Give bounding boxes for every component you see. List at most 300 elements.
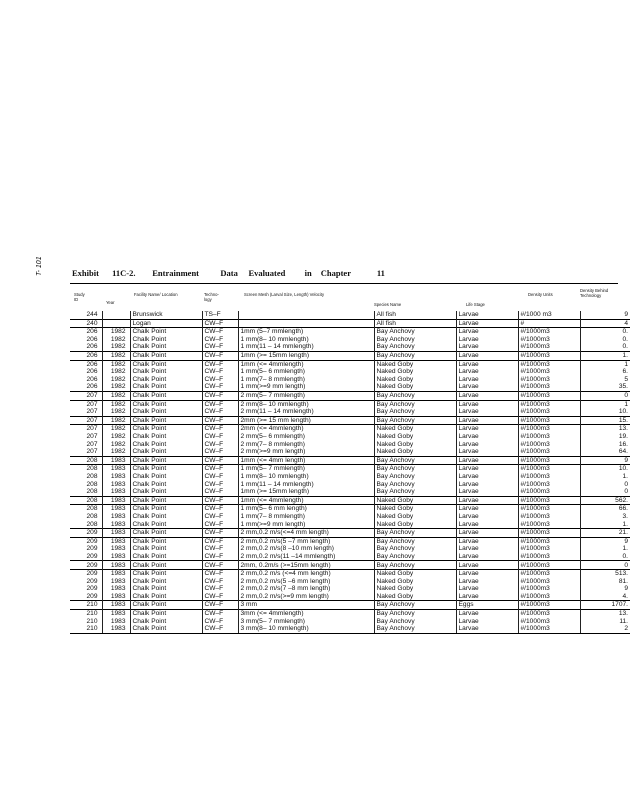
life-stage-cell: Larvae	[456, 319, 518, 328]
density-cell: 0.	[580, 343, 630, 351]
study-id-cell: 208	[86, 488, 98, 496]
screen-mesh-cell: 1mm (5–7 mmlength)	[238, 328, 374, 336]
species-cell: Bay Anchovy	[374, 553, 456, 561]
study-id-cell: 208	[86, 480, 98, 488]
species-cell: Naked Goby	[374, 376, 456, 384]
density-units-cell: #/1000m3	[518, 585, 580, 593]
density-cell: 13.	[580, 425, 630, 433]
table-row	[70, 537, 630, 545]
table-row	[70, 570, 630, 578]
life-stage-cell: Larvae	[456, 561, 518, 570]
technology-cell: CW–F	[202, 351, 238, 360]
table-row	[70, 383, 630, 391]
species-cell: Bay Anchovy	[374, 625, 456, 633]
density-units-cell: #/1000m3	[518, 601, 580, 610]
study-id-cell: 209	[70, 537, 102, 545]
life-stage-cell: Larvae	[456, 529, 518, 538]
life-stage-cell: Larvae	[456, 400, 518, 408]
screen-mesh-cell: 1mm (<= 4mmlength)	[238, 360, 374, 368]
facility-cell: Chalk Point	[130, 360, 202, 368]
species-cell: Bay Anchovy	[374, 343, 456, 351]
density-units-cell: #/1000m3	[518, 593, 580, 601]
density-units-cell: #/1000m3	[518, 376, 580, 384]
screen-mesh-cell	[238, 319, 374, 328]
species-cell: Bay Anchovy	[374, 408, 456, 416]
density-cell: 0	[580, 488, 630, 496]
density-cell: 9	[580, 585, 630, 593]
species-cell: Naked Goby	[374, 368, 456, 376]
technology-cell: CW–F	[202, 360, 238, 368]
technology-cell: CW–F	[202, 473, 238, 481]
density-units-cell: #/1000m3	[518, 529, 580, 538]
life-stage-cell: Larvae	[456, 336, 518, 344]
table-row	[70, 585, 630, 593]
table-row	[70, 456, 630, 465]
table-row	[70, 513, 630, 521]
density-units-cell: #/1000m3	[518, 561, 580, 570]
life-stage-cell: Larvae	[456, 545, 518, 553]
facility-cell: Chalk Point	[130, 578, 202, 586]
density-units-cell: #/1000m3	[518, 609, 580, 617]
table-row	[70, 416, 630, 425]
year-cell: 1983	[102, 609, 130, 617]
page-side-mark: T- 101	[36, 256, 43, 276]
technology-cell: CW–F	[202, 609, 238, 617]
life-stage-cell: Larvae	[456, 553, 518, 561]
facility-cell: Chalk Point	[130, 585, 202, 593]
facility-cell: Brunswick	[130, 311, 202, 319]
technology-cell: CW–F	[202, 529, 238, 538]
year-cell: 1982	[102, 351, 130, 360]
screen-mesh-cell: 1mm (>= 15mm length)	[238, 488, 374, 496]
study-id-cell: 207	[86, 440, 98, 448]
species-cell: Bay Anchovy	[374, 561, 456, 570]
species-cell: Naked Goby	[374, 360, 456, 368]
technology-cell: CW–F	[202, 561, 238, 570]
year-cell: 1982	[102, 391, 130, 400]
density-units-cell: #/1000m3	[518, 336, 580, 344]
title-word: Data	[220, 268, 238, 278]
density-units-cell: #/1000m3	[518, 625, 580, 633]
study-id-cell: 240	[70, 319, 102, 328]
screen-mesh-cell: 2 mm,0.2 m/s(11 –14 mmlength)	[238, 553, 374, 561]
life-stage-cell: Larvae	[456, 416, 518, 425]
species-cell: Naked Goby	[374, 425, 456, 433]
study-id-cell: 208	[86, 472, 98, 480]
species-cell: Bay Anchovy	[374, 416, 456, 425]
life-stage-cell: Larvae	[456, 351, 518, 360]
year-cell: 1983	[102, 473, 130, 481]
year-cell	[102, 319, 130, 328]
facility-cell: Chalk Point	[130, 456, 202, 465]
species-cell: Naked Goby	[374, 383, 456, 391]
year-cell: 1983	[102, 561, 130, 570]
header-species: Species Name	[374, 302, 402, 307]
life-stage-cell: Larvae	[456, 360, 518, 368]
life-stage-cell: Larvae	[456, 609, 518, 617]
density-cell: 6.	[580, 368, 630, 376]
technology-cell: CW–F	[202, 570, 238, 578]
exhibit-title	[72, 268, 385, 278]
table-row	[70, 433, 630, 441]
study-id-cell: 206	[70, 351, 102, 360]
density-units-cell: #/1000m3	[518, 391, 580, 400]
life-stage-cell: Larvae	[456, 505, 518, 513]
year-cell: 1983	[102, 585, 130, 593]
study-id-cell: 206	[86, 343, 98, 351]
species-cell: Naked Goby	[374, 585, 456, 593]
table-row	[70, 311, 630, 319]
species-cell: Naked Goby	[374, 520, 456, 528]
screen-mesh-cell: 2 mm,0.2 m/s(5 –6 mm length)	[238, 578, 374, 586]
technology-cell: CW–F	[202, 578, 238, 586]
life-stage-cell: Larvae	[456, 368, 518, 376]
species-cell: Bay Anchovy	[374, 601, 456, 610]
header-facility: Facility Name/ Location	[134, 292, 178, 297]
study-id-cell: 207	[86, 433, 98, 440]
species-cell: Naked Goby	[374, 448, 456, 456]
technology-cell: CW–F	[202, 383, 238, 391]
species-cell: Bay Anchovy	[374, 351, 456, 360]
study-id-cell: 206	[86, 383, 98, 391]
density-units-cell: #/1000m3	[518, 520, 580, 528]
density-units-cell: #/1000m3	[518, 465, 580, 473]
density-cell: 513.	[580, 570, 630, 578]
table-row	[70, 618, 630, 626]
facility-cell: Chalk Point	[130, 448, 202, 456]
table-row	[70, 529, 630, 538]
study-id-cell: 206	[86, 375, 98, 383]
density-cell: 5	[580, 376, 630, 384]
life-stage-cell: Larvae	[456, 585, 518, 593]
year-cell: 1982	[102, 360, 130, 368]
density-cell: 1	[580, 360, 630, 368]
life-stage-cell: Larvae	[456, 578, 518, 586]
year-cell: 1983	[102, 456, 130, 465]
technology-cell: CW–F	[202, 319, 238, 328]
year-cell: 1982	[102, 383, 130, 391]
facility-cell: Chalk Point	[130, 618, 202, 626]
technology-cell: CW–F	[202, 545, 238, 553]
density-cell: 9	[580, 456, 630, 465]
title-word: Entrainment	[152, 268, 199, 278]
technology-cell: CW–F	[202, 520, 238, 528]
title-word: Chapter	[320, 268, 351, 278]
study-id-cell: 209	[86, 592, 98, 600]
facility-cell: Chalk Point	[130, 496, 202, 505]
technology-cell: CW–F	[202, 601, 238, 610]
title-word: in	[304, 268, 312, 278]
study-id-cell: 207	[70, 391, 102, 400]
life-stage-cell: Larvae	[456, 456, 518, 465]
screen-mesh-cell: 2 mm(>=9 mm length)	[238, 448, 374, 456]
table-row	[70, 391, 630, 400]
header-year: Year	[106, 300, 115, 305]
study-id-cell: 210	[70, 601, 102, 610]
density-units-cell: #	[518, 319, 580, 328]
density-units-cell: #/1000m3	[518, 441, 580, 449]
facility-cell: Chalk Point	[130, 400, 202, 408]
density-cell: 66.	[580, 505, 630, 513]
header-density-units: Density Units	[528, 292, 553, 297]
life-stage-cell: Larvae	[456, 448, 518, 456]
density-cell: 0	[580, 391, 630, 400]
screen-mesh-cell: 1 mm(>=9 mm length)	[238, 520, 374, 528]
table-row	[70, 473, 630, 481]
facility-cell: Chalk Point	[130, 570, 202, 578]
header-technology: Techno- logy	[204, 292, 219, 302]
density-cell: 0	[580, 480, 630, 488]
species-cell: Bay Anchovy	[374, 456, 456, 465]
technology-cell: CW–F	[202, 465, 238, 473]
species-cell: Bay Anchovy	[374, 400, 456, 408]
table-row	[70, 336, 630, 344]
screen-mesh-cell: 2 mm,0.2 m/s(5 –7 mm length)	[238, 537, 374, 545]
density-cell: 0.	[580, 553, 630, 561]
technology-cell: CW–F	[202, 368, 238, 376]
facility-cell: Chalk Point	[130, 383, 202, 391]
density-units-cell: #/1000m3	[518, 505, 580, 513]
technology-cell: CW–F	[202, 488, 238, 496]
study-id-cell: 207	[70, 425, 102, 433]
study-id-cell: 209	[70, 570, 102, 578]
technology-cell: CW–F	[202, 328, 238, 336]
table-row	[70, 400, 630, 408]
year-cell: 1982	[102, 425, 130, 433]
species-cell: Naked Goby	[374, 496, 456, 505]
facility-cell: Chalk Point	[130, 328, 202, 336]
screen-mesh-cell: 2mm (>= 15 mm length)	[238, 416, 374, 425]
facility-cell: Chalk Point	[130, 520, 202, 528]
life-stage-cell: Larvae	[456, 425, 518, 433]
technology-cell: CW–F	[202, 593, 238, 601]
technology-cell: TS–F	[202, 311, 238, 319]
screen-mesh-cell: 2 mm(11 – 14 mmlength)	[238, 408, 374, 416]
technology-cell: CW–F	[202, 343, 238, 351]
density-units-cell: #/1000m3	[518, 578, 580, 586]
technology-cell: CW–F	[202, 625, 238, 633]
species-cell: Bay Anchovy	[374, 480, 456, 488]
table-row	[70, 561, 630, 570]
technology-cell: CW–F	[202, 496, 238, 505]
study-id-cell: 210	[86, 617, 98, 625]
study-id-cell: 208	[70, 456, 102, 465]
density-cell: 2	[580, 625, 630, 633]
study-id-cell: 209	[86, 545, 98, 553]
facility-cell: Chalk Point	[130, 408, 202, 416]
year-cell: 1983	[102, 601, 130, 610]
species-cell: Bay Anchovy	[374, 529, 456, 538]
density-cell: 0.	[580, 336, 630, 344]
study-id-cell: 208	[70, 496, 102, 505]
density-units-cell: #/1000m3	[518, 328, 580, 336]
density-units-cell: #/1000m3	[518, 553, 580, 561]
table-row	[70, 351, 630, 360]
facility-cell: Chalk Point	[130, 545, 202, 553]
facility-cell: Chalk Point	[130, 561, 202, 570]
density-units-cell: #/1000m3	[518, 513, 580, 521]
table-row	[70, 578, 630, 586]
screen-mesh-cell: 2mm, 0.2m/s (>=15mm length)	[238, 561, 374, 570]
table-row	[70, 465, 630, 473]
life-stage-cell: Larvae	[456, 391, 518, 400]
facility-cell: Chalk Point	[130, 529, 202, 538]
screen-mesh-cell: 1 mm(>=9 mm length)	[238, 383, 374, 391]
screen-mesh-cell: 3 mm	[238, 601, 374, 610]
life-stage-cell: Larvae	[456, 625, 518, 633]
table-row	[70, 553, 630, 561]
life-stage-cell: Larvae	[456, 618, 518, 626]
year-cell: 1982	[102, 441, 130, 449]
facility-cell: Chalk Point	[130, 488, 202, 496]
screen-mesh-cell	[238, 311, 374, 319]
life-stage-cell: Larvae	[456, 488, 518, 496]
screen-mesh-cell: 2mm (<= 4mmlength)	[238, 425, 374, 433]
screen-mesh-cell: 1mm (<= 4mmlength)	[238, 496, 374, 505]
facility-cell: Chalk Point	[130, 505, 202, 513]
density-cell: 1707.	[580, 601, 630, 610]
density-units-cell: #/1000m3	[518, 433, 580, 441]
facility-cell: Chalk Point	[130, 351, 202, 360]
title-word: 11	[376, 268, 385, 278]
density-cell: 0	[580, 561, 630, 570]
table-row	[70, 520, 630, 528]
facility-cell: Chalk Point	[130, 480, 202, 488]
density-units-cell: #/1000m3	[518, 545, 580, 553]
life-stage-cell: Larvae	[456, 465, 518, 473]
screen-mesh-cell: 1 mm(8– 10 mmlength)	[238, 336, 374, 344]
header-screen-mesh: Screen Mesh (Larval Size, Length) Velocity	[244, 292, 325, 297]
screen-mesh-cell: 2 mm,0.2 m/s(>=9 mm length)	[238, 593, 374, 601]
technology-cell: CW–F	[202, 585, 238, 593]
life-stage-cell: Larvae	[456, 328, 518, 336]
study-id-cell: 208	[70, 465, 102, 473]
technology-cell: CW–F	[202, 553, 238, 561]
technology-cell: CW–F	[202, 336, 238, 344]
life-stage-cell: Larvae	[456, 480, 518, 488]
study-id-cell: 207	[86, 448, 98, 456]
species-cell: All fish	[374, 319, 456, 328]
life-stage-cell: Larvae	[456, 570, 518, 578]
year-cell: 1982	[102, 336, 130, 344]
year-cell: 1983	[102, 513, 130, 521]
species-cell: Bay Anchovy	[374, 609, 456, 617]
table-row	[70, 496, 630, 505]
density-units-cell: #/1000m3	[518, 416, 580, 425]
life-stage-cell: Larvae	[456, 496, 518, 505]
technology-cell: CW–F	[202, 513, 238, 521]
header-study-id: Study ID	[74, 292, 85, 302]
species-cell: Bay Anchovy	[374, 545, 456, 553]
species-cell: All fish	[374, 311, 456, 319]
study-id-cell: 206	[86, 368, 98, 376]
facility-cell: Chalk Point	[130, 425, 202, 433]
species-cell: Naked Goby	[374, 593, 456, 601]
header-density: Density Behind Technology	[580, 288, 609, 298]
screen-mesh-cell: 2 mm(5– 6 mmlength)	[238, 433, 374, 441]
year-cell: 1982	[102, 408, 130, 416]
screen-mesh-cell: 2 mm,0.2 m/s(<=4 mm length)	[238, 529, 374, 538]
year-cell: 1982	[102, 416, 130, 425]
technology-cell: CW–F	[202, 391, 238, 400]
year-cell: 1983	[102, 505, 130, 513]
density-units-cell: #/1000m3	[518, 425, 580, 433]
species-cell: Naked Goby	[374, 570, 456, 578]
technology-cell: CW–F	[202, 537, 238, 545]
life-stage-cell: Larvae	[456, 593, 518, 601]
study-id-cell: 208	[86, 520, 98, 528]
facility-cell: Chalk Point	[130, 465, 202, 473]
density-units-cell: #/1000m3	[518, 408, 580, 416]
density-cell: 10.	[580, 465, 630, 473]
species-cell: Bay Anchovy	[374, 537, 456, 545]
species-cell: Bay Anchovy	[374, 473, 456, 481]
life-stage-cell: Larvae	[456, 473, 518, 481]
entrainment-data-table	[70, 311, 630, 634]
year-cell: 1983	[102, 625, 130, 633]
life-stage-cell: Larvae	[456, 513, 518, 521]
technology-cell: CW–F	[202, 433, 238, 441]
table-header	[70, 288, 618, 312]
technology-cell: CW–F	[202, 416, 238, 425]
study-id-cell: 209	[86, 577, 98, 585]
table-row	[70, 368, 630, 376]
facility-cell: Chalk Point	[130, 553, 202, 561]
life-stage-cell: Eggs	[456, 601, 518, 610]
density-units-cell: #/1000m3	[518, 570, 580, 578]
species-cell: Bay Anchovy	[374, 391, 456, 400]
screen-mesh-cell: 2 mm(8– 10 mmlength)	[238, 400, 374, 408]
density-units-cell: #/1000m3	[518, 488, 580, 496]
life-stage-cell: Larvae	[456, 408, 518, 416]
life-stage-cell: Larvae	[456, 383, 518, 391]
facility-cell: Chalk Point	[130, 473, 202, 481]
table-row	[70, 480, 630, 488]
screen-mesh-cell: 2 mm(7– 8 mmlength)	[238, 441, 374, 449]
technology-cell: CW–F	[202, 618, 238, 626]
life-stage-cell: Larvae	[456, 433, 518, 441]
life-stage-cell: Larvae	[456, 311, 518, 319]
density-cell: 15.	[580, 416, 630, 425]
density-units-cell: #/1000m3	[518, 351, 580, 360]
density-units-cell: #/1000m3	[518, 618, 580, 626]
table-row	[70, 343, 630, 351]
year-cell: 1982	[102, 376, 130, 384]
facility-cell: Chalk Point	[130, 343, 202, 351]
study-id-cell: 209	[86, 552, 98, 560]
density-cell: 64.	[580, 448, 630, 456]
table-row	[70, 505, 630, 513]
table-row	[70, 360, 630, 368]
species-cell: Naked Goby	[374, 441, 456, 449]
density-cell: 35.	[580, 383, 630, 391]
facility-cell: Chalk Point	[130, 391, 202, 400]
technology-cell: CW–F	[202, 441, 238, 449]
technology-cell: CW–F	[202, 400, 238, 408]
density-cell: 16.	[580, 441, 630, 449]
density-cell: 1.	[580, 351, 630, 360]
density-cell: 4.	[580, 593, 630, 601]
density-cell: 1	[580, 400, 630, 408]
table-row	[70, 545, 630, 553]
density-cell: 1.	[580, 473, 630, 481]
facility-cell: Chalk Point	[130, 368, 202, 376]
table-row	[70, 376, 630, 384]
density-cell: 1.	[580, 545, 630, 553]
table-row	[70, 609, 630, 617]
facility-cell: Chalk Point	[130, 336, 202, 344]
header-life-stage: Life Stage	[466, 302, 485, 307]
